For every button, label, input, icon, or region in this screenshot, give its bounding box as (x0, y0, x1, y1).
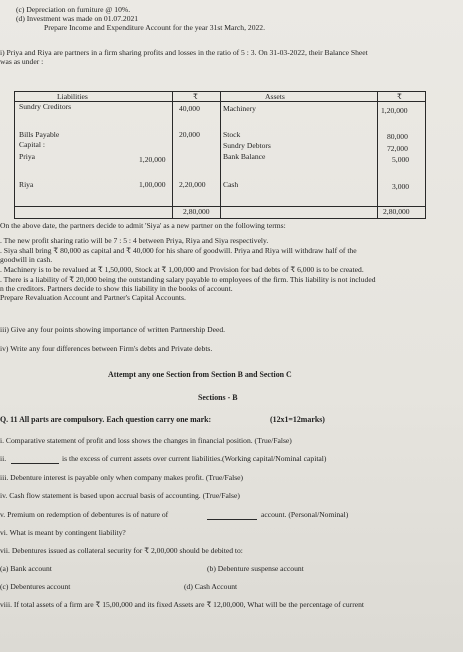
question-intro-line1: i) Priya and Riya are partners in a firm sharing profits and losses in the ratio of 5 : 3. On 31-03-2022, their Balance Sheet (0, 48, 368, 57)
col-divider (377, 92, 378, 218)
bank-balance-amount: 5,000 (392, 155, 410, 164)
item-vi: vi. What is meant by contingent liability? (0, 528, 126, 537)
sundry-creditors-label: Sundry Creditors (19, 102, 72, 111)
term-3: . Machinery is to be revalued at ₹ 1,50,000, Stock at ₹ 1,00,000 and Provision for bad debts of ₹ 6,000 is to be created. (0, 265, 364, 274)
item-v-prefix: v. Premium on redemption of debentures is of nature of (0, 510, 169, 519)
question-iii: iii) Give any four points showing importance of written Partnership Deed. (0, 325, 226, 334)
sundry-debtors-label: Sundry Debtors (223, 141, 271, 150)
capital-total: 2,20,000 (179, 180, 206, 189)
term-5: Prepare Revaluation Account and Partner's Capital Accounts. (0, 293, 186, 302)
term-1: . The new profit sharing ratio will be 7 : 5 : 4 between Priya, Riya and Siya respectively. (0, 236, 269, 245)
option-b: (b) Debenture suspense account (207, 564, 304, 573)
sundry-debtors-amount: 72,000 (387, 144, 408, 153)
cash-amount: 3,000 (392, 182, 410, 191)
assets-total: 2,80,000 (383, 207, 410, 216)
item-viii: viii. If total assets of a firm are ₹ 15,00,000 and its fixed Assets are ₹ 12,00,000, What will be the percentage of current (0, 600, 365, 609)
answer-blank-ii (11, 463, 59, 464)
stock-amount: 80,000 (387, 132, 408, 141)
riya-amount: 1,00,000 (139, 180, 166, 189)
sundry-creditors-amount: 40,000 (179, 104, 200, 113)
term-2b: goodwill in cash. (0, 255, 53, 264)
machinery-label: Machinery (223, 104, 256, 113)
priya-amount: 1,20,000 (139, 155, 166, 164)
liabilities-total: 2,80,000 (183, 207, 210, 216)
term-4b: n the creditors. Partners decide to show this liability in the books of account. (0, 284, 233, 293)
liabilities-heading: Liabilities (57, 92, 88, 101)
prepare-line: Prepare Income and Expenditure Account for the year 31st March, 2022. (44, 23, 265, 32)
question-intro-line2: was as under : (0, 57, 44, 66)
option-d: (d) Cash Account (184, 582, 238, 591)
balance-sheet-table (14, 91, 426, 219)
q11-heading: Q. 11 All parts are compulsory. Each question carry one mark: (0, 415, 212, 424)
item-ii-number: ii. (0, 454, 7, 463)
item-v-suffix: account. (Personal/Nominal) (261, 510, 349, 519)
item-iii: iii. Debenture interest is payable only when company makes profit. (True/False) (0, 473, 244, 482)
option-a: (a) Bank account (0, 564, 52, 573)
depreciation-line: (c) Depreciation on furniture @ 10%. (16, 5, 131, 14)
col-divider (172, 92, 173, 218)
bank-balance-label: Bank Balance (223, 152, 266, 161)
terms-lead: On the above date, the partners decide to admit 'Siya' as a new partner on the following terms: (0, 221, 286, 230)
col-divider (220, 92, 221, 218)
question-iv: iv) Write any four differences between Firm's debts and Private debts. (0, 344, 213, 353)
capital-label: Capital : (19, 140, 45, 149)
cash-label: Cash (223, 180, 239, 189)
assets-heading: Assets (265, 92, 285, 101)
riya-label: Riya (19, 180, 34, 189)
item-ii-text: is the excess of current assets over current liabilities.(Working capital/Nominal capital) (62, 454, 327, 463)
item-i: i. Comparative statement of profit and loss shows the changes in financial position. (True/False) (0, 436, 292, 445)
rupee-heading-left: ₹ (193, 92, 198, 101)
rupee-heading-right: ₹ (397, 92, 402, 101)
machinery-amount: 1,20,000 (381, 106, 408, 115)
answer-blank-v (207, 519, 257, 520)
investment-line: (d) Investment was made on 01.07.2021 (16, 14, 139, 23)
bills-payable-label: Bills Payable (19, 130, 60, 139)
term-4a: . There is a liability of ₹ 20,000 being the outstanding salary payable to employees of the firm. This liability is not included (0, 275, 376, 284)
attempt-instruction: Attempt any one Section from Section B and Section C (108, 370, 292, 379)
total-rule (15, 206, 425, 207)
option-c: (c) Debentures account (0, 582, 71, 591)
item-iv: iv. Cash flow statement is based upon accrual basis of accounting. (True/False) (0, 491, 240, 500)
term-2a: . Siya shall bring ₹ 80,000 as capital and ₹ 40,000 for his share of goodwill. Priya and Riya will withdraw half of the (0, 246, 357, 255)
priya-label: Priya (19, 152, 36, 161)
stock-label: Stock (223, 130, 241, 139)
q11-marks: (12x1=12marks) (270, 415, 325, 424)
item-vii: vii. Debentures issued as collateral security for ₹ 2,00,000 should be debited to: (0, 546, 243, 555)
section-title: Sections - B (198, 393, 238, 402)
bills-payable-amount: 20,000 (179, 130, 200, 139)
